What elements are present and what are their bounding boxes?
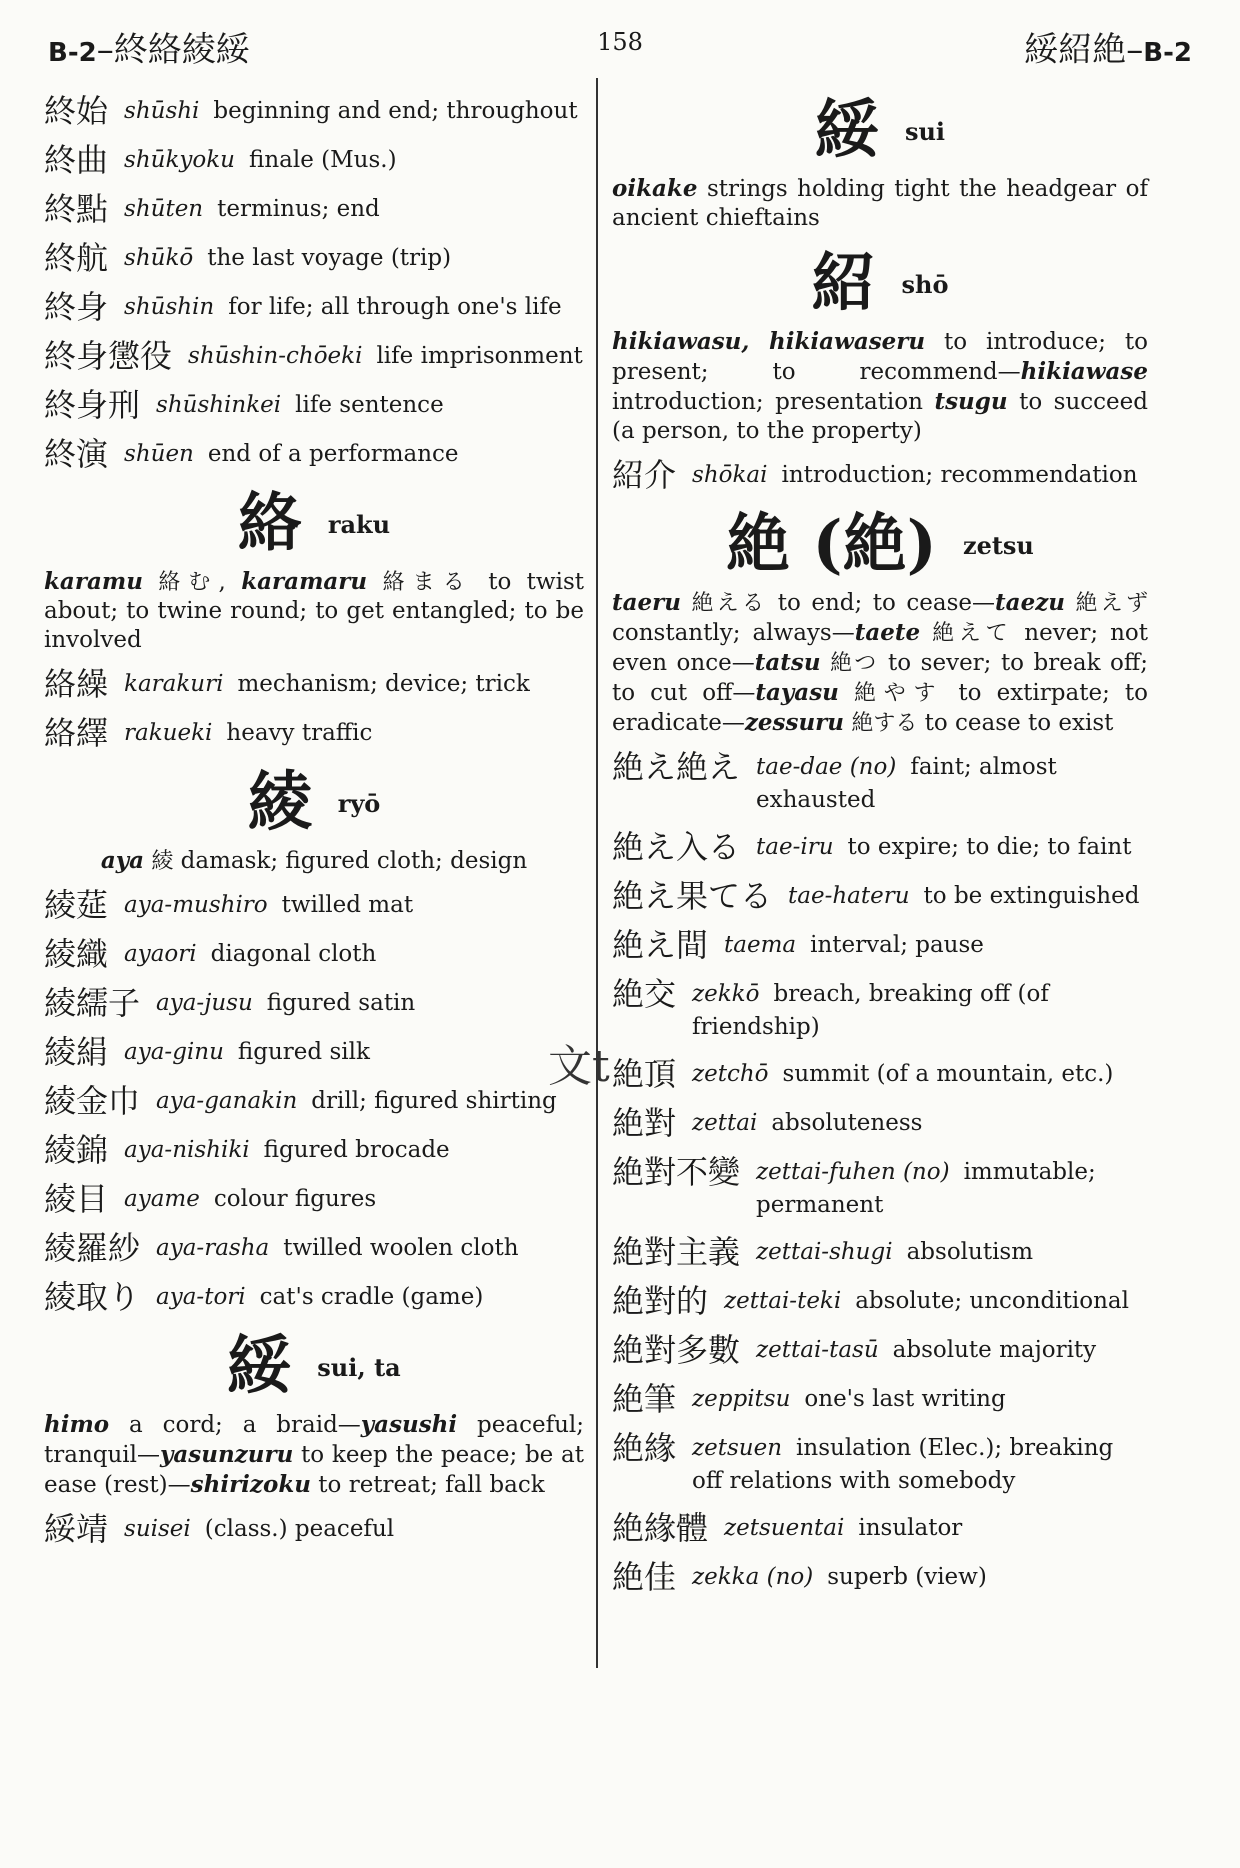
dictionary-entry bbox=[44, 386, 584, 424]
heading-romaji: sui bbox=[904, 116, 946, 146]
definition-text: introduction; presentation bbox=[612, 389, 935, 415]
entry-kanji: 絶佳 bbox=[612, 1558, 677, 1596]
page-header bbox=[48, 22, 1192, 82]
keyword: aya bbox=[100, 847, 144, 874]
keyword: tayasu bbox=[755, 679, 839, 706]
entry-romaji: aya-ganakin bbox=[156, 1088, 298, 1114]
entry-definition-wrap bbox=[124, 435, 584, 471]
dictionary-entry bbox=[44, 1131, 584, 1169]
definition-block-raku bbox=[44, 567, 584, 655]
entry-kanji: 絶對 bbox=[612, 1104, 677, 1142]
entry-kanji: 絡繹 bbox=[44, 714, 109, 752]
dictionary-entry bbox=[612, 456, 1148, 494]
kana-form: 絡まる bbox=[382, 570, 473, 595]
kana-form: 絶える bbox=[691, 591, 768, 616]
entry-definition-wrap bbox=[124, 239, 584, 275]
entry-romaji: tae-dae (no) bbox=[756, 754, 897, 780]
entry-kanji: 終身 bbox=[44, 288, 109, 326]
dictionary-entry bbox=[44, 1510, 584, 1548]
entry-definition: cat's cradle (game) bbox=[259, 1284, 484, 1310]
entry-definition: absolute majority bbox=[892, 1337, 1097, 1363]
entry-kanji: 絶對多數 bbox=[612, 1331, 741, 1369]
dictionary-entry bbox=[612, 1429, 1148, 1498]
dictionary-entry bbox=[44, 337, 584, 375]
heading-romaji: zetsu bbox=[962, 530, 1034, 560]
entry-kanji: 絶え入る bbox=[612, 828, 741, 866]
dictionary-entry bbox=[44, 1278, 584, 1316]
entry-definition: terminus; end bbox=[217, 196, 380, 222]
keyword: karamaru bbox=[241, 568, 368, 595]
entry-kanji: 終點 bbox=[44, 190, 109, 228]
entry-definition: to expire; to die; to faint bbox=[847, 834, 1132, 860]
header-left-dash: – bbox=[96, 30, 114, 70]
entry-romaji: shōkai bbox=[692, 462, 768, 488]
definition-block-sho bbox=[612, 327, 1148, 446]
entry-kanji: 絶對不變 bbox=[612, 1153, 741, 1191]
keyword: taeru bbox=[612, 589, 681, 616]
kana-form: 綾 bbox=[151, 849, 174, 874]
entry-kanji: 終航 bbox=[44, 239, 109, 277]
entry-definition: beginning and end; throughout bbox=[213, 98, 578, 124]
entry-kanji: 綾錦 bbox=[44, 1131, 109, 1169]
entry-definition-wrap bbox=[124, 1131, 584, 1167]
entry-definition: absolutism bbox=[906, 1239, 1034, 1265]
entry-romaji: taema bbox=[724, 932, 797, 958]
entry-romaji: zetsuen bbox=[692, 1435, 783, 1461]
entry-kanji: 絶對的 bbox=[612, 1282, 709, 1320]
header-right bbox=[1024, 22, 1192, 71]
dictionary-entry bbox=[612, 877, 1148, 915]
entry-kanji: 紹介 bbox=[612, 456, 677, 494]
definition-text: never; not even once— bbox=[612, 620, 1148, 676]
entry-definition-wrap bbox=[756, 828, 1148, 864]
entry-definition: finale (Mus.) bbox=[248, 147, 397, 173]
entry-definition-wrap bbox=[756, 1331, 1148, 1367]
entry-definition: twilled mat bbox=[281, 892, 414, 918]
dictionary-entry bbox=[44, 984, 584, 1022]
entry-definition-wrap bbox=[124, 1180, 584, 1216]
dictionary-entry bbox=[44, 1180, 584, 1218]
entry-romaji: zekkō bbox=[692, 981, 760, 1007]
definition-block-sui bbox=[612, 174, 1148, 233]
entry-romaji: shūshin bbox=[124, 294, 215, 320]
entry-definition: one's last writing bbox=[804, 1386, 1006, 1412]
entry-definition: summit (of a mountain, etc.) bbox=[782, 1061, 1114, 1087]
kana-form: 絶えて bbox=[932, 621, 1013, 646]
entry-definition-wrap bbox=[692, 975, 1148, 1044]
entry-kanji: 絶え絶え bbox=[612, 748, 741, 786]
entry-romaji: zettai-fuhen (no) bbox=[756, 1159, 950, 1185]
column-divider bbox=[596, 78, 598, 1668]
entry-definition: life imprisonment bbox=[376, 343, 583, 369]
entry-kanji: 終始 bbox=[44, 92, 109, 130]
dictionary-entry bbox=[44, 935, 584, 973]
keyword: oikake bbox=[612, 175, 698, 202]
dictionary-entry bbox=[44, 1229, 584, 1267]
entry-romaji: aya-ginu bbox=[124, 1039, 224, 1065]
entry-romaji: suisei bbox=[124, 1516, 191, 1542]
heading-sui bbox=[612, 92, 1148, 170]
entry-list bbox=[612, 748, 1148, 1596]
entry-romaji: aya-jusu bbox=[156, 990, 253, 1016]
entry-romaji: zeppitsu bbox=[692, 1386, 791, 1412]
dictionary-entry bbox=[44, 714, 584, 752]
entry-romaji: shūkyoku bbox=[124, 147, 235, 173]
dictionary-entry bbox=[612, 1104, 1148, 1142]
entry-kanji: 絶筆 bbox=[612, 1380, 677, 1418]
entry-definition: superb (view) bbox=[827, 1564, 987, 1590]
heading-kanji: 綏 bbox=[814, 93, 879, 168]
entry-romaji: shūen bbox=[124, 441, 194, 467]
right-column bbox=[612, 92, 1148, 1607]
dictionary-entry bbox=[612, 1331, 1148, 1369]
entry-definition-wrap bbox=[156, 1082, 584, 1118]
entry-romaji: shūkō bbox=[124, 245, 194, 271]
heading-romaji: shō bbox=[901, 269, 949, 299]
keyword: taete bbox=[854, 619, 921, 646]
definition-text: strings holding tight the headgear of ancient chieftains bbox=[612, 176, 1148, 231]
entry-definition: colour figures bbox=[213, 1186, 377, 1212]
definition-text: to introduce; to present; to recommend— bbox=[612, 329, 1148, 385]
definition-block-ryo bbox=[44, 846, 584, 876]
definition-text: to cease to exist bbox=[917, 710, 1114, 736]
entry-definition: figured satin bbox=[266, 990, 416, 1016]
entry-definition-wrap bbox=[756, 748, 1148, 817]
entry-romaji: zettai bbox=[692, 1110, 758, 1136]
entry-romaji: tae-iru bbox=[756, 834, 834, 860]
entry-definition-wrap bbox=[756, 1153, 1148, 1222]
entry-definition-wrap bbox=[124, 714, 584, 750]
entry-definition: absolute; unconditional bbox=[855, 1288, 1129, 1314]
entry-list bbox=[44, 1510, 584, 1548]
dictionary-entry bbox=[44, 141, 584, 179]
dictionary-entry bbox=[612, 1380, 1148, 1418]
heading-kanji: 絡 bbox=[237, 486, 302, 561]
entry-romaji: aya-rasha bbox=[156, 1235, 270, 1261]
entry-romaji: aya-tori bbox=[156, 1284, 246, 1310]
entry-kanji: 絶緣 bbox=[612, 1429, 677, 1467]
entry-definition: faint; almost exhausted bbox=[756, 754, 1057, 813]
dictionary-entry bbox=[612, 1233, 1148, 1271]
entry-definition: figured silk bbox=[237, 1039, 370, 1065]
entry-definition: immutable; permanent bbox=[756, 1159, 1096, 1218]
dictionary-entry bbox=[44, 1033, 584, 1071]
handwritten-margin-note: 文t bbox=[548, 1041, 610, 1092]
entry-romaji: zettai-tasū bbox=[756, 1337, 879, 1363]
entry-kanji: 終曲 bbox=[44, 141, 109, 179]
entry-kanji: 絡繰 bbox=[44, 665, 109, 703]
heading-kanji: 絶 (絶) bbox=[726, 507, 937, 582]
entry-romaji: ayame bbox=[124, 1186, 200, 1212]
definition-text: damask; figured cloth; design bbox=[173, 848, 528, 874]
entry-definition: figured brocade bbox=[263, 1137, 450, 1163]
keyword: karamu bbox=[44, 568, 143, 595]
heading-sui-ta bbox=[44, 1328, 584, 1406]
dictionary-entry bbox=[612, 1509, 1148, 1547]
separator: , bbox=[218, 569, 242, 595]
definition-text: to extirpate; to eradicate— bbox=[612, 680, 1148, 736]
dictionary-entry bbox=[612, 926, 1148, 964]
heading-sho bbox=[612, 245, 1148, 323]
entry-kanji: 綾目 bbox=[44, 1180, 109, 1218]
definition-text: to end; to cease— bbox=[767, 590, 996, 616]
entry-definition-wrap bbox=[124, 886, 584, 922]
entry-definition-wrap bbox=[124, 141, 584, 177]
kana-form: 絡む bbox=[158, 570, 219, 595]
entry-kanji: 綏靖 bbox=[44, 1510, 109, 1548]
entry-romaji: zettai-teki bbox=[724, 1288, 842, 1314]
entry-definition: for life; all through one's life bbox=[228, 294, 562, 320]
entry-definition-wrap bbox=[692, 1104, 1148, 1140]
heading-zetsu bbox=[612, 506, 1148, 584]
entry-definition-wrap bbox=[124, 288, 584, 324]
dictionary-entry bbox=[44, 1082, 584, 1120]
keyword: hikiawasu, hikiawaseru bbox=[612, 328, 926, 355]
dictionary-entry bbox=[612, 975, 1148, 1044]
entry-definition: insulator bbox=[858, 1515, 963, 1541]
kana-form: 絶する bbox=[851, 711, 918, 736]
entry-romaji: zetsuentai bbox=[724, 1515, 845, 1541]
keyword: yasushi bbox=[360, 1411, 458, 1438]
entry-definition: end of a performance bbox=[207, 441, 459, 467]
definition-text: to retreat; fall back bbox=[310, 1472, 545, 1498]
entry-definition-wrap bbox=[124, 190, 584, 226]
definition-block-zetsu bbox=[612, 588, 1148, 738]
entry-definition-wrap bbox=[692, 1558, 1148, 1594]
section-label-left: B-2 bbox=[48, 38, 97, 68]
entry-romaji: ayaori bbox=[124, 941, 197, 967]
definition-text: constantly; always— bbox=[612, 620, 855, 646]
entry-kanji: 終身刑 bbox=[44, 386, 141, 424]
entry-definition-wrap bbox=[124, 1033, 584, 1069]
entry-definition: introduction; recommendation bbox=[781, 462, 1138, 488]
header-left-kanji: 終絡綾綏 bbox=[113, 30, 250, 70]
keyword: yasunzuru bbox=[160, 1441, 294, 1468]
entry-list bbox=[612, 456, 1148, 494]
kana-form: 絶えず bbox=[1075, 591, 1148, 616]
heading-raku bbox=[44, 485, 584, 563]
keyword: tsugu bbox=[934, 388, 1008, 415]
entry-definition-wrap bbox=[724, 1509, 1148, 1545]
entry-definition-wrap bbox=[692, 456, 1148, 492]
entry-definition: interval; pause bbox=[810, 932, 984, 958]
entry-romaji: shūten bbox=[124, 196, 204, 222]
entry-definition-wrap bbox=[156, 1229, 584, 1265]
entry-definition-wrap bbox=[124, 1510, 584, 1546]
dictionary-entry bbox=[44, 288, 584, 326]
heading-kanji: 綏 bbox=[227, 1329, 292, 1404]
entry-definition: diagonal cloth bbox=[210, 941, 377, 967]
entry-romaji: shūshin-chōeki bbox=[188, 343, 363, 369]
entry-definition-wrap bbox=[724, 926, 1148, 962]
entry-kanji: 絶對主義 bbox=[612, 1233, 741, 1271]
kana-form: 絶やす bbox=[853, 681, 944, 706]
entry-definition-wrap bbox=[124, 665, 584, 701]
heading-romaji: raku bbox=[327, 509, 391, 539]
definition-text: to sever; to break off; to cut off— bbox=[612, 650, 1148, 706]
definition-text: to twist about; to twine round; to get entangled; to be involved bbox=[44, 569, 585, 653]
entry-kanji: 綾繻子 bbox=[44, 984, 141, 1022]
definition-block-sui-ta bbox=[44, 1410, 584, 1500]
entry-kanji: 綾絹 bbox=[44, 1033, 109, 1071]
entry-definition-wrap bbox=[692, 1429, 1148, 1498]
heading-romaji: ryō bbox=[337, 788, 381, 818]
dictionary-entry bbox=[44, 886, 584, 924]
entry-romaji: shūshinkei bbox=[156, 392, 282, 418]
entry-kanji: 絶頂 bbox=[612, 1055, 677, 1093]
heading-ryo bbox=[44, 764, 584, 842]
entry-kanji: 綾莚 bbox=[44, 886, 109, 924]
entry-definition-wrap bbox=[788, 877, 1148, 913]
entry-definition: life sentence bbox=[295, 392, 444, 418]
page-number: 158 bbox=[597, 28, 643, 56]
entry-definition-wrap bbox=[756, 1233, 1148, 1269]
entry-definition: drill; figured shirting bbox=[311, 1088, 557, 1114]
entry-definition-wrap bbox=[124, 935, 584, 971]
dictionary-entry bbox=[44, 190, 584, 228]
entry-definition-wrap bbox=[692, 1055, 1148, 1091]
keyword: tatsu bbox=[754, 649, 821, 676]
keyword: himo bbox=[44, 1411, 110, 1438]
dictionary-entry bbox=[44, 435, 584, 473]
entry-romaji: karakuri bbox=[124, 671, 224, 697]
kana-form: 絶つ bbox=[830, 651, 879, 676]
heading-kanji: 紹 bbox=[811, 246, 876, 321]
dictionary-entry bbox=[612, 828, 1148, 866]
dictionary-entry bbox=[612, 748, 1148, 817]
entry-romaji: zekka (no) bbox=[692, 1564, 814, 1590]
dictionary-entry bbox=[44, 92, 584, 130]
entry-kanji: 絶緣體 bbox=[612, 1509, 709, 1547]
keyword: zessuru bbox=[744, 709, 845, 736]
entry-kanji: 絶交 bbox=[612, 975, 677, 1013]
keyword: shirizoku bbox=[190, 1471, 311, 1498]
definition-text: to succeed (a person, to the property) bbox=[612, 389, 1148, 444]
entry-romaji: aya-mushiro bbox=[124, 892, 268, 918]
entry-romaji: tae-hateru bbox=[788, 883, 910, 909]
entry-kanji: 絶え間 bbox=[612, 926, 709, 964]
entry-definition: (class.) peaceful bbox=[204, 1516, 395, 1542]
dictionary-entry bbox=[612, 1055, 1148, 1093]
entry-kanji: 綾金巾 bbox=[44, 1082, 141, 1120]
entry-list bbox=[44, 665, 584, 752]
entry-definition-wrap bbox=[724, 1282, 1148, 1318]
entry-list bbox=[44, 92, 584, 473]
entry-romaji: rakueki bbox=[124, 720, 213, 746]
entry-kanji: 綾織 bbox=[44, 935, 109, 973]
heading-romaji: sui, ta bbox=[317, 1352, 401, 1382]
section-label-right: B-2 bbox=[1143, 38, 1192, 68]
entry-romaji: aya-nishiki bbox=[124, 1137, 250, 1163]
header-right-dash: – bbox=[1126, 30, 1144, 70]
dictionary-entry bbox=[44, 665, 584, 703]
definition-text: peaceful; tranquil— bbox=[44, 1412, 585, 1468]
entry-kanji: 絶え果てる bbox=[612, 877, 773, 915]
entry-definition-wrap bbox=[156, 1278, 584, 1314]
header-right-kanji: 綏紹絶 bbox=[1024, 30, 1127, 70]
dictionary-entry bbox=[612, 1282, 1148, 1320]
entry-romaji: shūshi bbox=[124, 98, 200, 124]
entry-definition-wrap bbox=[156, 386, 584, 422]
dictionary-entry bbox=[44, 239, 584, 277]
entry-definition: the last voyage (trip) bbox=[207, 245, 452, 271]
entry-definition-wrap bbox=[124, 92, 584, 128]
dictionary-entry bbox=[612, 1153, 1148, 1222]
entry-definition-wrap bbox=[692, 1380, 1148, 1416]
entry-definition: insulation (Elec.); breaking off relations with somebody bbox=[692, 1435, 1114, 1494]
entry-definition: absoluteness bbox=[771, 1110, 923, 1136]
entry-definition: to be extinguished bbox=[923, 883, 1140, 909]
heading-kanji: 綾 bbox=[247, 765, 312, 840]
entry-definition: twilled woolen cloth bbox=[283, 1235, 519, 1261]
entry-romaji: zettai-shugi bbox=[756, 1239, 893, 1265]
entry-romaji: zetchō bbox=[692, 1061, 769, 1087]
definition-text: a cord; a braid— bbox=[109, 1412, 361, 1438]
entry-definition-wrap bbox=[188, 337, 584, 373]
entry-definition-wrap bbox=[156, 984, 584, 1020]
entry-list bbox=[44, 886, 584, 1316]
entry-definition: mechanism; device; trick bbox=[237, 671, 530, 697]
entry-kanji: 終身懲役 bbox=[44, 337, 173, 375]
entry-definition: breach, breaking off (of friendship) bbox=[692, 981, 1049, 1040]
entry-kanji: 綾羅紗 bbox=[44, 1229, 141, 1267]
left-column bbox=[44, 92, 584, 1559]
entry-kanji: 終演 bbox=[44, 435, 109, 473]
keyword: hikiawase bbox=[1020, 358, 1148, 385]
dictionary-entry bbox=[612, 1558, 1148, 1596]
keyword: taezu bbox=[995, 589, 1065, 616]
entry-definition: heavy traffic bbox=[226, 720, 373, 746]
definition-text: to keep the peace; be at ease (rest)— bbox=[44, 1442, 584, 1498]
entry-kanji: 綾取り bbox=[44, 1278, 141, 1316]
